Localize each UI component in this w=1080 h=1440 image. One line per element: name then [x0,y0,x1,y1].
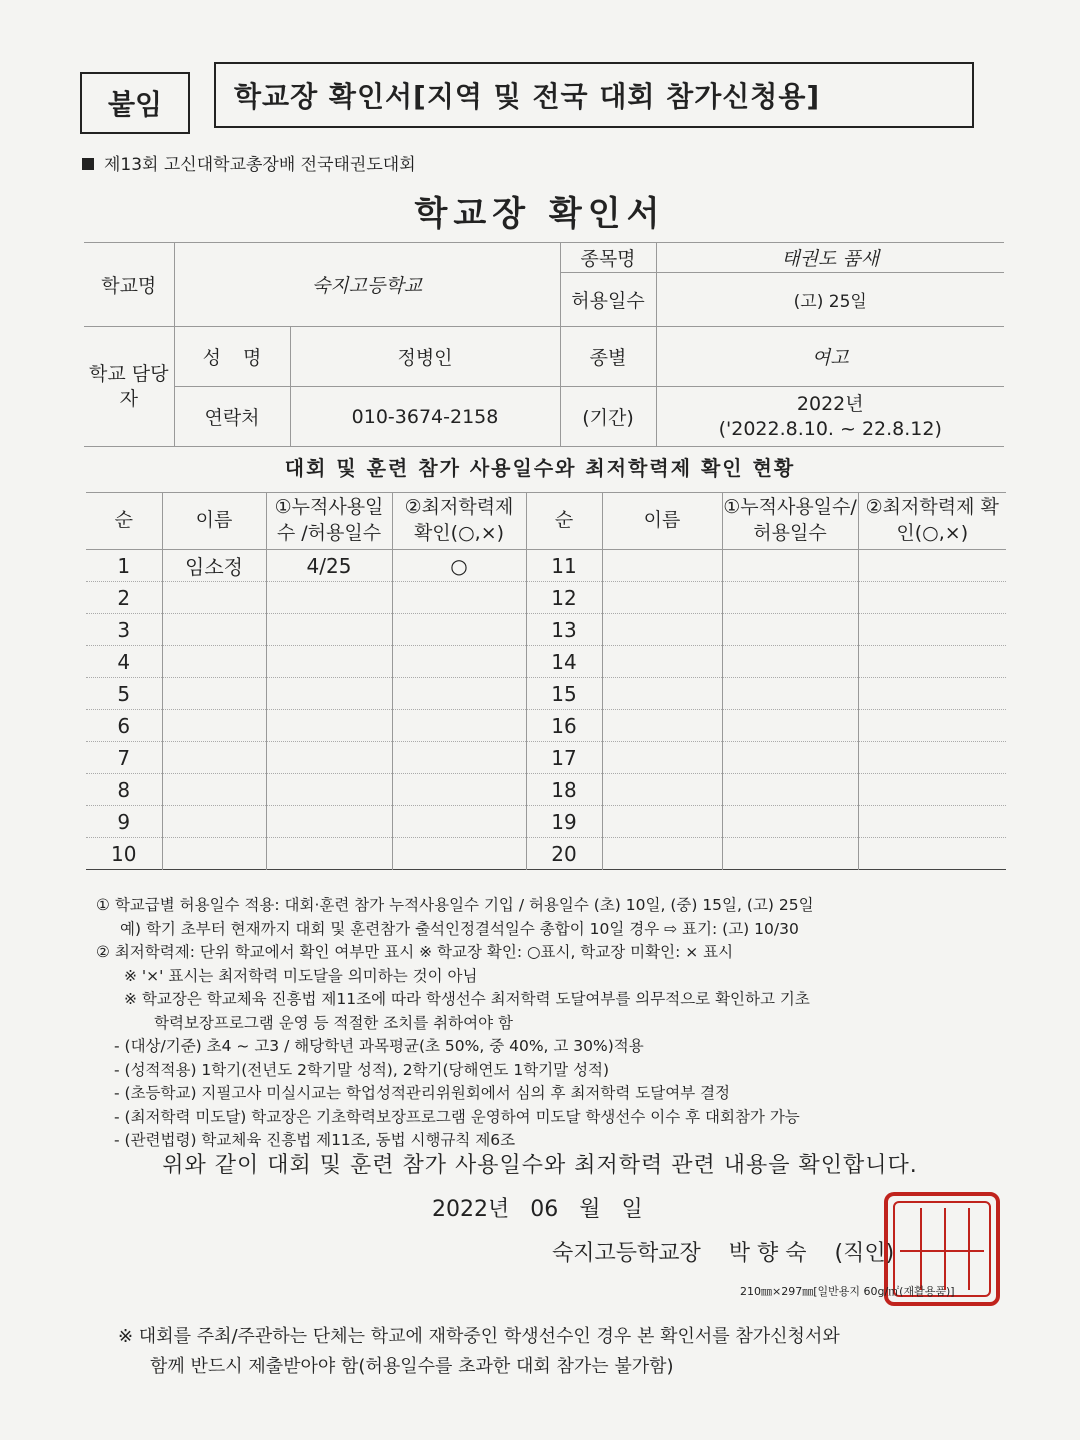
note-line: ① 학교급별 허용일수 적용: 대회·훈련 참가 누적사용일수 기입 / 허용일수 (초) 10일, (중) 15일, (고) 25일 [96,896,814,914]
table-row [86,742,1006,774]
row-grade-check [392,774,526,806]
row-no: 10 [86,838,162,870]
note-line: ※ 학교장은 학교체육 진흥법 제11조에 따라 학생선수 최저학력 도달여부를 의무적으로 확인하고 기초 [124,990,810,1008]
row-no-right: 19 [526,806,602,838]
period-value [656,387,1004,447]
info-table [84,242,1004,447]
row-no: 7 [86,742,162,774]
row-grade-check [392,614,526,646]
table-row [86,614,1006,646]
signature-line [552,1236,922,1267]
period-range: ('2022.8.10. ~ 22.8.12) [718,417,942,440]
row-used-days [266,742,392,774]
row-grade-check-right [858,614,1006,646]
row-grade-check-right [858,646,1006,678]
principal-name: 박 향 숙 [728,1241,807,1266]
row-used-days [266,838,392,870]
row-grade-check: ○ [392,550,526,582]
row-name-right [602,614,722,646]
row-name-right [602,742,722,774]
row-used-days [266,646,392,678]
period-label: (기간) [560,387,656,447]
row-used-days [266,614,392,646]
row-grade-check-right [858,742,1006,774]
event-value: 태권도 품새 [656,243,1004,273]
row-name [162,774,266,806]
table-row [86,710,1006,742]
footer-note [118,1322,998,1382]
note-line: 예) 학기 초부터 현재까지 대회 및 훈련참가 출석인정결석일수 총합이 10일 경우 ⇨ 표기: (고) 10/30 [120,919,799,938]
note-line: 학력보장프로그램 운영 등 적절한 조치를 취하여야 함 [154,1013,513,1032]
row-used-days [266,710,392,742]
row-name-right [602,678,722,710]
row-grade-check [392,806,526,838]
table-row [86,550,1006,582]
period-year: 2022년 [796,392,864,415]
row-grade-check [392,838,526,870]
row-grade-check-right [858,774,1006,806]
row-name-right [602,806,722,838]
table-row [86,646,1006,678]
row-no-right: 14 [526,646,602,678]
note-line: - (최저학력 미도달) 학교장은 기초학력보장프로그램 운영하여 미도달 학생선수 이수 후 대회참가 가능 [114,1107,800,1126]
footer-line: ※ 대회를 주최/주관하는 단체는 학교에 재학중인 학생선수인 경우 본 확인서를 참가신청서와 [118,1326,840,1347]
note-line: - (초등학교) 지필고사 미실시교는 학업성적관리위원회에서 심의 후 최저학력 도달여부 결정 [114,1084,731,1102]
type-label: 종별 [560,327,656,387]
allowed-days-label: 허용일수 [560,273,656,327]
header-used-left: ①누적사용일수 /허용일수 [266,493,392,550]
row-grade-check-right [858,806,1006,838]
name-label: 성 명 [174,327,290,387]
attachment-label: 붙임 [80,72,190,134]
header-grade-left: ②최저학력제 확인(○,×) [392,493,526,550]
row-name-right [602,646,722,678]
contact-label: 연락처 [174,387,290,447]
row-no-right: 11 [526,550,602,582]
document-title: 학교장 확인서 [414,194,666,234]
row-no-right: 15 [526,678,602,710]
row-no-right: 18 [526,774,602,806]
row-name [162,614,266,646]
row-no: 8 [86,774,162,806]
row-used-days-right [722,710,858,742]
school-value: 숙지고등학교 [174,243,560,327]
table-row [86,774,1006,806]
row-name-right [602,582,722,614]
row-used-days [266,806,392,838]
footer-line: 함께 반드시 제출받아야 함(허용일수를 초과한 대회 참가는 불가함) [150,1356,674,1377]
row-name [162,806,266,838]
row-used-days [266,678,392,710]
row-no-right: 17 [526,742,602,774]
row-no: 9 [86,806,162,838]
table-row [86,582,1006,614]
participant-table [86,492,1006,870]
header-no-right: 순 [526,493,602,550]
header-name-left: 이름 [162,493,266,550]
row-no-right: 13 [526,614,602,646]
row-grade-check-right [858,582,1006,614]
row-name [162,742,266,774]
square-bullet-icon [82,158,94,170]
note-line: ※ '×' 표시는 최저학력 미도달을 의미하는 것이 아님 [124,966,478,985]
row-used-days-right [722,774,858,806]
row-used-days-right [722,646,858,678]
type-value: 여고 [656,327,1004,387]
seal-mark: (직인) [834,1241,895,1266]
row-used-days [266,774,392,806]
note-line: - (성적적용) 1학기(전년도 2학기말 성적), 2학기(당해연도 1학기말 성적) [114,1060,610,1079]
header-used-right: ①누적사용일수/ 허용일수 [722,493,858,550]
table-row [86,838,1006,870]
row-used-days-right [722,742,858,774]
row-used-days: 4/25 [266,550,392,582]
row-name-right [602,774,722,806]
note-line: - (대상/기준) 초4 ~ 고3 / 해당학년 과목평균(초 50%, 중 40%, 고 30%)적용 [114,1037,644,1055]
event-label: 종목명 [560,243,656,273]
signature-date: 2022년 06 월 일 [432,1197,643,1222]
paper-spec: 210㎜×297㎜[일반용지 60g/㎡(재활용품)] [740,1285,955,1298]
row-used-days [266,582,392,614]
row-no: 2 [86,582,162,614]
confirmation-statement: 위와 같이 대회 및 훈련 참가 사용일수와 최저학력 관련 내용을 확인합니다. [162,1153,918,1178]
row-no-right: 12 [526,582,602,614]
row-used-days-right [722,678,858,710]
row-grade-check [392,582,526,614]
school-label: 학교명 [84,243,174,327]
row-name-right [602,710,722,742]
row-grade-check-right [858,838,1006,870]
row-no-right: 20 [526,838,602,870]
name-value: 정병인 [290,327,560,387]
row-name [162,838,266,870]
row-used-days-right [722,550,858,582]
header-name-right: 이름 [602,493,722,550]
note-line: ② 최저학력제: 단위 학교에서 확인 여부만 표시 ※ 학교장 확인: ○표시, 학교장 미확인: × 표시 [96,943,734,961]
row-used-days-right [722,838,858,870]
row-no: 5 [86,678,162,710]
row-name-right [602,838,722,870]
contact-value: 010-3674-2158 [290,387,560,447]
row-no: 3 [86,614,162,646]
row-used-days-right [722,614,858,646]
allowed-days-value: (고) 25일 [656,273,1004,327]
row-used-days-right [722,582,858,614]
row-name: 임소정 [162,550,266,582]
row-name-right [602,550,722,582]
row-no: 4 [86,646,162,678]
row-grade-check [392,646,526,678]
header-grade-right: ②최저학력제 확인(○,×) [858,493,1006,550]
table-row [86,678,1006,710]
row-grade-check-right [858,550,1006,582]
header-no-left: 순 [86,493,162,550]
row-grade-check-right [858,710,1006,742]
event-line [82,150,416,175]
notes-section [96,894,1016,1153]
form-title: 학교장 확인서[지역 및 전국 대회 참가신청용] [214,62,974,128]
row-grade-check-right [858,678,1006,710]
row-no: 6 [86,710,162,742]
manager-label: 학교 담당자 [84,327,174,447]
note-line: - (관련법령) 학교체육 진흥법 제11조, 동법 시행규칙 제6조 [114,1131,516,1149]
row-no: 1 [86,550,162,582]
row-name [162,710,266,742]
row-name [162,582,266,614]
row-name [162,646,266,678]
row-name [162,678,266,710]
row-grade-check [392,742,526,774]
row-used-days-right [722,806,858,838]
section-title: 대회 및 훈련 참가 사용일수와 최저학력제 확인 현황 [284,456,796,480]
row-grade-check [392,678,526,710]
principal-title: 숙지고등학교장 [552,1241,701,1266]
row-grade-check [392,710,526,742]
table-row [86,806,1006,838]
row-no-right: 16 [526,710,602,742]
event-name: 제13회 고신대학교총장배 전국태권도대회 [104,155,416,175]
